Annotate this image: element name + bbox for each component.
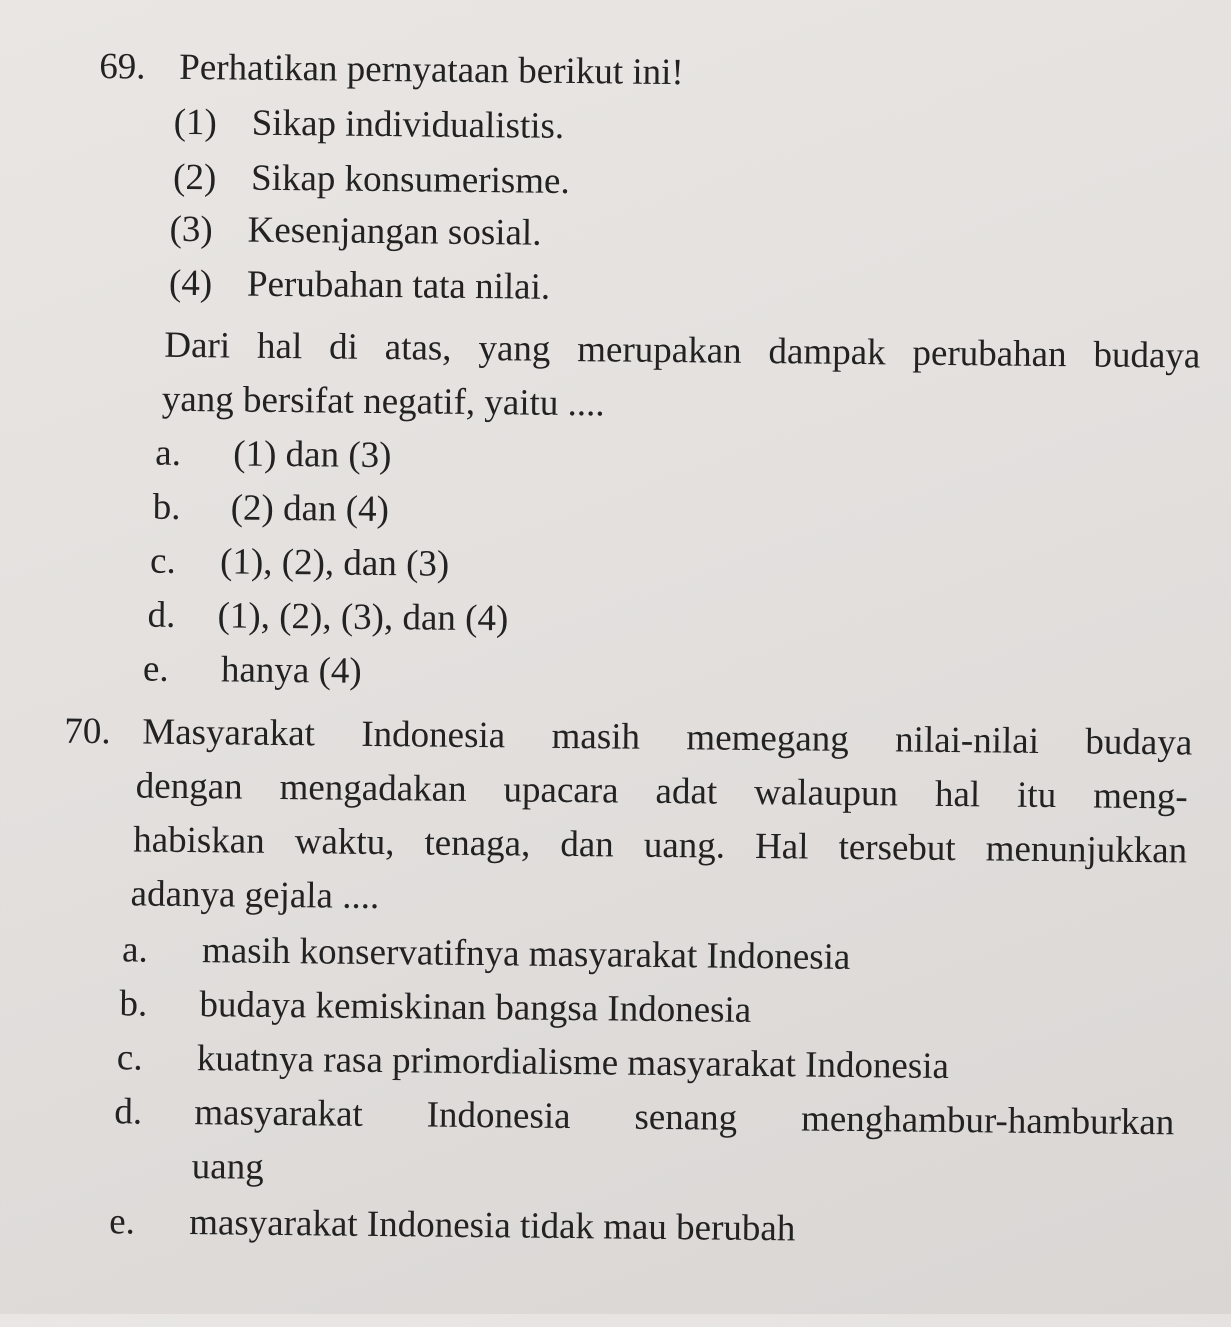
option-text: (2) dan (4) <box>230 487 390 531</box>
statement-label: (4) <box>168 262 213 305</box>
option-b <box>152 482 389 536</box>
option-label: c. <box>116 1037 143 1079</box>
question-stem-line-4: adanya gejala .... <box>130 873 380 918</box>
statement-label: (3) <box>169 208 213 251</box>
statement-3 <box>169 204 541 260</box>
option-a <box>122 924 851 984</box>
question-text-line-2: yang bersifat negatif, yaitu .... <box>161 378 605 425</box>
question-stem: Perhatikan pernyataan berikut ini! <box>179 46 684 94</box>
question-number: 69. <box>99 46 146 88</box>
question-number: 70. <box>64 710 111 753</box>
option-d <box>147 590 508 646</box>
option-label: c. <box>149 540 177 582</box>
statement-4 <box>169 258 551 314</box>
option-e <box>143 644 362 698</box>
statement-text: Kesenjangan sosial. <box>247 209 542 254</box>
option-text: (1), (2), dan (3) <box>219 541 450 585</box>
option-e <box>109 1196 796 1255</box>
question-stem-line-2: dengan mengadakan upacara adat walaupun hal itu meng- <box>135 765 1188 818</box>
option-label: e. <box>142 648 169 690</box>
statement-2 <box>173 152 570 208</box>
option-c <box>117 1032 950 1093</box>
option-text: (1), (2), (3), dan (4) <box>217 595 509 640</box>
statement-label: (2) <box>172 156 217 199</box>
option-label: d. <box>147 594 176 636</box>
option-a <box>155 428 392 482</box>
option-text: budaya kemiskinan bangsa Indonesia <box>199 984 752 1031</box>
question-69 <box>93 41 1210 713</box>
question-text-line-1: Dari hal di atas, yang merupakan dampak perubahan budaya <box>164 324 1201 377</box>
option-text: kuatnya rasa primordialisme masyarakat Indonesia <box>196 1038 950 1087</box>
option-text: (1) dan (3) <box>233 433 392 477</box>
statement-text: Perubahan tata nilai. <box>246 263 551 308</box>
option-label: a. <box>155 432 182 474</box>
statement-label: (1) <box>173 101 218 144</box>
option-label: b. <box>119 983 148 1025</box>
option-b <box>119 978 751 1037</box>
option-label: e. <box>108 1201 136 1243</box>
statement-1 <box>173 97 564 153</box>
question-70 <box>59 706 1205 1298</box>
option-d <box>114 1086 1174 1149</box>
option-c <box>150 536 450 591</box>
option-label: d. <box>114 1091 143 1133</box>
option-text: hanya (4) <box>220 649 362 692</box>
statement-text: Sikap individualistis. <box>251 102 565 147</box>
option-text: masyarakat Indonesia senang menghambur-hamburkan <box>194 1092 1175 1144</box>
option-label: a. <box>121 929 148 971</box>
option-d-continuation: uang <box>191 1146 264 1188</box>
option-label: b. <box>152 486 181 528</box>
option-text: masih konservatifnya masyarakat Indonesia <box>201 930 851 978</box>
option-text: masyarakat Indonesia tidak mau berubah <box>188 1202 796 1250</box>
statement-text: Sikap konsumerisme. <box>250 157 570 202</box>
question-stem-line-3: habiskan waktu, tenaga, dan uang. Hal tersebut menunjukkan <box>132 819 1188 872</box>
question-stem-line-1: Masyarakat Indonesia masih memegang nilai-nilai budaya <box>142 711 1193 764</box>
